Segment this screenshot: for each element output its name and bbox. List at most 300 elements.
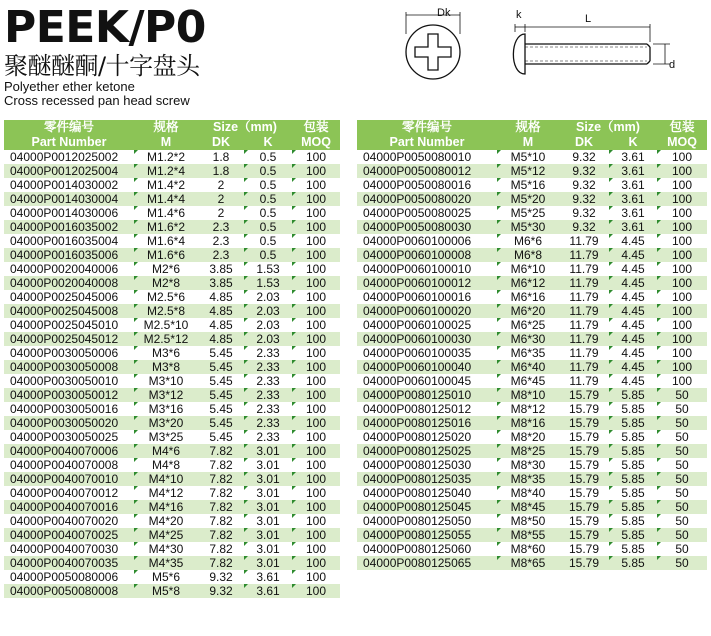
part-number-cell: 04000P0080125055	[357, 528, 497, 542]
moq-cell: 100	[292, 164, 340, 178]
table-row	[357, 472, 707, 486]
table-row	[357, 542, 707, 556]
k-cell: 4.45	[609, 374, 657, 388]
dk-cell: 7.82	[198, 444, 244, 458]
dk-cell: 1.8	[198, 164, 244, 178]
moq-cell: 100	[292, 500, 340, 514]
moq-cell: 50	[657, 556, 707, 570]
table-row	[357, 262, 707, 276]
k-cell: 3.61	[609, 192, 657, 206]
spec-cell: M2.5*6	[134, 290, 198, 304]
spec-cell: M6*25	[497, 318, 559, 332]
dk-cell: 7.82	[198, 500, 244, 514]
k-cell: 5.85	[609, 458, 657, 472]
part-number-cell: 04000P0040070020	[4, 514, 134, 528]
header-moq: MOQ	[292, 135, 340, 150]
spec-cell: M2.5*10	[134, 318, 198, 332]
k-cell: 3.01	[244, 444, 292, 458]
dk-cell: 4.85	[198, 332, 244, 346]
spec-cell: M3*16	[134, 402, 198, 416]
k-cell: 2.03	[244, 304, 292, 318]
table-row	[4, 290, 340, 304]
moq-cell: 100	[292, 360, 340, 374]
table-row	[357, 346, 707, 360]
spec-cell: M6*12	[497, 276, 559, 290]
part-number-cell: 04000P0080125010	[357, 388, 497, 402]
k-cell: 3.61	[244, 570, 292, 584]
dk-cell: 15.79	[559, 556, 609, 570]
spec-cell: M6*40	[497, 360, 559, 374]
k-cell: 5.85	[609, 444, 657, 458]
header-moq: MOQ	[657, 135, 707, 150]
k-cell: 2.03	[244, 290, 292, 304]
title-chinese: 聚醚醚酮/十字盘头	[4, 52, 200, 80]
part-number-cell: 04000P0060100008	[357, 248, 497, 262]
moq-cell: 100	[657, 346, 707, 360]
moq-cell: 100	[292, 402, 340, 416]
table-row	[4, 262, 340, 276]
moq-cell: 100	[292, 178, 340, 192]
spec-cell: M1.4*6	[134, 206, 198, 220]
table-row	[357, 430, 707, 444]
dk-cell: 15.79	[559, 388, 609, 402]
spec-cell: M5*6	[134, 570, 198, 584]
dk-cell: 15.79	[559, 472, 609, 486]
table-row	[4, 360, 340, 374]
k-cell: 5.85	[609, 388, 657, 402]
dk-cell: 9.32	[559, 164, 609, 178]
screw-side-view	[513, 24, 670, 74]
part-number-cell: 04000P0016035006	[4, 248, 134, 262]
k-cell: 3.01	[244, 472, 292, 486]
k-cell: 3.01	[244, 486, 292, 500]
moq-cell: 50	[657, 486, 707, 500]
header-dk: DK	[198, 135, 244, 150]
spec-cell: M5*16	[497, 178, 559, 192]
table-row	[4, 500, 340, 514]
part-number-cell: 04000P0040070008	[4, 458, 134, 472]
table-row	[357, 402, 707, 416]
spec-cell: M8*20	[497, 430, 559, 444]
spec-cell: M2*6	[134, 262, 198, 276]
spec-cell: M3*6	[134, 346, 198, 360]
moq-cell: 100	[292, 346, 340, 360]
table-row	[357, 486, 707, 500]
part-number-cell: 04000P0014030006	[4, 206, 134, 220]
spec-cell: M5*20	[497, 192, 559, 206]
moq-cell: 100	[657, 290, 707, 304]
k-cell: 4.45	[609, 248, 657, 262]
part-number-cell: 04000P0025045010	[4, 318, 134, 332]
header-m: M	[134, 135, 198, 150]
k-cell: 2.33	[244, 402, 292, 416]
part-number-cell: 04000P0080125060	[357, 542, 497, 556]
part-number-cell: 04000P0060100035	[357, 346, 497, 360]
moq-cell: 100	[657, 192, 707, 206]
dk-cell: 9.32	[559, 178, 609, 192]
spec-cell: M8*60	[497, 542, 559, 556]
spec-cell: M8*12	[497, 402, 559, 416]
k-cell: 4.45	[609, 290, 657, 304]
dk-cell: 5.45	[198, 402, 244, 416]
header-part-cn: 零件编号	[4, 120, 134, 135]
part-number-cell: 04000P0050080010	[357, 150, 497, 164]
spec-cell: M6*16	[497, 290, 559, 304]
spec-cell: M8*50	[497, 514, 559, 528]
part-number-cell: 04000P0020040008	[4, 276, 134, 290]
moq-cell: 100	[292, 192, 340, 206]
k-cell: 2.33	[244, 388, 292, 402]
dk-cell: 15.79	[559, 402, 609, 416]
moq-cell: 100	[657, 304, 707, 318]
k-cell: 3.61	[609, 178, 657, 192]
header-part-cn: 零件编号	[357, 120, 497, 135]
k-cell: 4.45	[609, 332, 657, 346]
d-label: d	[669, 59, 676, 71]
table-row	[4, 150, 340, 164]
part-number-cell: 04000P0014030002	[4, 178, 134, 192]
dk-cell: 11.79	[559, 234, 609, 248]
spec-table-right	[357, 120, 707, 570]
moq-cell: 50	[657, 416, 707, 430]
table-row	[357, 248, 707, 262]
spec-cell: M4*12	[134, 486, 198, 500]
spec-cell: M4*25	[134, 528, 198, 542]
part-number-cell: 04000P0080125035	[357, 472, 497, 486]
dk-cell: 15.79	[559, 458, 609, 472]
part-number-cell: 04000P0080125012	[357, 402, 497, 416]
dk-cell: 5.45	[198, 430, 244, 444]
dk-cell: 9.32	[198, 584, 244, 598]
k-cell: 0.5	[244, 164, 292, 178]
part-number-cell: 04000P0016035004	[4, 234, 134, 248]
table-row	[4, 248, 340, 262]
moq-cell: 100	[657, 276, 707, 290]
part-number-cell: 04000P0040070035	[4, 556, 134, 570]
part-number-cell: 04000P0060100025	[357, 318, 497, 332]
spec-cell: M8*30	[497, 458, 559, 472]
spec-cell: M4*6	[134, 444, 198, 458]
table-row	[357, 150, 707, 164]
dk-cell: 9.32	[559, 220, 609, 234]
k-cell: 3.01	[244, 500, 292, 514]
part-number-cell: 04000P0050080008	[4, 584, 134, 598]
dk-cell: 15.79	[559, 486, 609, 500]
moq-cell: 100	[657, 164, 707, 178]
k-cell: 3.01	[244, 528, 292, 542]
part-number-cell: 04000P0030050010	[4, 374, 134, 388]
dk-cell: 2.3	[198, 220, 244, 234]
dk-cell: 11.79	[559, 346, 609, 360]
table-row	[357, 304, 707, 318]
part-number-cell: 04000P0050080016	[357, 178, 497, 192]
table-row	[4, 472, 340, 486]
moq-cell: 100	[657, 360, 707, 374]
spec-cell: M6*6	[497, 234, 559, 248]
spec-cell: M6*8	[497, 248, 559, 262]
part-number-cell: 04000P0025045008	[4, 304, 134, 318]
k-cell: 4.45	[609, 346, 657, 360]
screw-drawing	[385, 4, 685, 116]
part-number-cell: 04000P0016035002	[4, 220, 134, 234]
dk-cell: 11.79	[559, 360, 609, 374]
k-cell: 5.85	[609, 500, 657, 514]
table-row	[4, 458, 340, 472]
moq-cell: 100	[292, 290, 340, 304]
moq-cell: 100	[657, 374, 707, 388]
spec-cell: M5*12	[497, 164, 559, 178]
header-dk: DK	[559, 135, 609, 150]
moq-cell: 100	[292, 374, 340, 388]
part-number-cell: 04000P0060100006	[357, 234, 497, 248]
k-cell: 4.45	[609, 304, 657, 318]
screw-top-view	[406, 12, 460, 79]
spec-cell: M1.6*2	[134, 220, 198, 234]
table-row	[4, 402, 340, 416]
dk-cell: 15.79	[559, 416, 609, 430]
spec-cell: M4*30	[134, 542, 198, 556]
moq-cell: 100	[292, 444, 340, 458]
moq-cell: 100	[292, 318, 340, 332]
dk-cell: 7.82	[198, 528, 244, 542]
part-number-cell: 04000P0030050025	[4, 430, 134, 444]
table-row	[357, 360, 707, 374]
table-row	[357, 206, 707, 220]
k-cell: 5.85	[609, 556, 657, 570]
dk-cell: 15.79	[559, 528, 609, 542]
moq-cell: 100	[657, 332, 707, 346]
moq-cell: 100	[292, 248, 340, 262]
part-number-cell: 04000P0040070030	[4, 542, 134, 556]
spec-cell: M8*10	[497, 388, 559, 402]
spec-cell: M5*10	[497, 150, 559, 164]
dk-cell: 7.82	[198, 514, 244, 528]
k-cell: 5.85	[609, 514, 657, 528]
part-number-cell: 04000P0080125030	[357, 458, 497, 472]
k-cell: 0.5	[244, 234, 292, 248]
table-row	[4, 346, 340, 360]
k-cell: 3.01	[244, 542, 292, 556]
header-spec-cn: 规格	[497, 120, 559, 135]
moq-cell: 100	[292, 528, 340, 542]
part-number-cell: 04000P0060100030	[357, 332, 497, 346]
spec-cell: M6*20	[497, 304, 559, 318]
part-number-cell: 04000P0060100040	[357, 360, 497, 374]
k-cell: 2.33	[244, 360, 292, 374]
moq-cell: 100	[657, 206, 707, 220]
header-part-number: Part Number	[357, 135, 497, 150]
header-k: K	[244, 135, 292, 150]
k-cell: 5.85	[609, 402, 657, 416]
spec-cell: M8*16	[497, 416, 559, 430]
k-cell: 5.85	[609, 430, 657, 444]
moq-cell: 100	[292, 304, 340, 318]
k-cell: 0.5	[244, 248, 292, 262]
part-number-cell: 04000P0060100010	[357, 262, 497, 276]
dk-cell: 11.79	[559, 304, 609, 318]
dk-cell: 11.79	[559, 290, 609, 304]
table-row	[4, 430, 340, 444]
part-number-cell: 04000P0030050016	[4, 402, 134, 416]
k-cell: 3.01	[244, 514, 292, 528]
moq-cell: 50	[657, 430, 707, 444]
k-cell: 0.5	[244, 150, 292, 164]
dk-cell: 15.79	[559, 430, 609, 444]
table-row	[357, 318, 707, 332]
moq-cell: 100	[292, 206, 340, 220]
title-english-line1: Polyether ether ketone	[4, 79, 135, 94]
moq-cell: 100	[292, 150, 340, 164]
dk-cell: 7.82	[198, 472, 244, 486]
part-number-cell: 04000P0012025004	[4, 164, 134, 178]
title-english-line2: Cross recessed pan head screw	[4, 93, 190, 108]
k-cell: 2.33	[244, 374, 292, 388]
k-cell: 3.01	[244, 458, 292, 472]
table-row	[4, 276, 340, 290]
table-row	[4, 318, 340, 332]
dk-cell: 4.85	[198, 318, 244, 332]
k-cell: 2.33	[244, 416, 292, 430]
dk-cell: 2	[198, 192, 244, 206]
header-k: K	[609, 135, 657, 150]
moq-cell: 100	[292, 332, 340, 346]
part-number-cell: 04000P0040070025	[4, 528, 134, 542]
spec-cell: M3*25	[134, 430, 198, 444]
moq-cell: 100	[292, 584, 340, 598]
k-cell: 2.03	[244, 318, 292, 332]
k-cell: 0.5	[244, 178, 292, 192]
k-label: k	[516, 9, 522, 21]
k-cell: 3.61	[244, 584, 292, 598]
k-cell: 4.45	[609, 360, 657, 374]
moq-cell: 100	[292, 430, 340, 444]
moq-cell: 100	[292, 472, 340, 486]
part-number-cell: 04000P0030050012	[4, 388, 134, 402]
moq-cell: 100	[292, 220, 340, 234]
k-cell: 4.45	[609, 276, 657, 290]
k-cell: 3.61	[609, 206, 657, 220]
part-number-cell: 04000P0080125065	[357, 556, 497, 570]
part-number-cell: 04000P0080125016	[357, 416, 497, 430]
spec-cell: M3*10	[134, 374, 198, 388]
k-cell: 5.85	[609, 416, 657, 430]
spec-cell: M3*12	[134, 388, 198, 402]
table-row	[4, 388, 340, 402]
k-cell: 0.5	[244, 206, 292, 220]
moq-cell: 100	[657, 234, 707, 248]
l-label: L	[585, 13, 592, 25]
table-row	[357, 234, 707, 248]
dk-cell: 11.79	[559, 332, 609, 346]
spec-cell: M3*20	[134, 416, 198, 430]
k-cell: 3.61	[609, 150, 657, 164]
moq-cell: 50	[657, 388, 707, 402]
spec-cell: M1.2*2	[134, 150, 198, 164]
dk-cell: 11.79	[559, 248, 609, 262]
moq-cell: 100	[292, 514, 340, 528]
dk-cell: 15.79	[559, 542, 609, 556]
moq-cell: 100	[292, 542, 340, 556]
table-row	[4, 220, 340, 234]
table-row	[357, 374, 707, 388]
table-row	[4, 584, 340, 598]
k-cell: 3.61	[609, 164, 657, 178]
spec-cell: M8*35	[497, 472, 559, 486]
spec-cell: M1.4*4	[134, 192, 198, 206]
dk-cell: 9.32	[198, 570, 244, 584]
dk-cell: 7.82	[198, 556, 244, 570]
spec-cell: M4*16	[134, 500, 198, 514]
moq-cell: 50	[657, 500, 707, 514]
moq-cell: 100	[292, 458, 340, 472]
moq-cell: 100	[292, 486, 340, 500]
part-number-cell: 04000P0050080025	[357, 206, 497, 220]
table-row	[4, 374, 340, 388]
dk-cell: 4.85	[198, 290, 244, 304]
table-row	[4, 332, 340, 346]
dk-cell: 9.32	[559, 206, 609, 220]
moq-cell: 100	[292, 276, 340, 290]
header-size: Size（mm)	[559, 120, 657, 135]
k-cell: 2.33	[244, 346, 292, 360]
part-number-cell: 04000P0040070016	[4, 500, 134, 514]
moq-cell: 100	[292, 262, 340, 276]
moq-cell: 100	[292, 556, 340, 570]
dk-cell: 9.32	[559, 150, 609, 164]
part-number-cell: 04000P0080125040	[357, 486, 497, 500]
spec-cell: M5*30	[497, 220, 559, 234]
dk-cell: 5.45	[198, 416, 244, 430]
dk-cell: 7.82	[198, 542, 244, 556]
spec-cell: M1.2*4	[134, 164, 198, 178]
table-row	[4, 542, 340, 556]
part-number-cell: 04000P0030050020	[4, 416, 134, 430]
part-number-cell: 04000P0025045006	[4, 290, 134, 304]
table-row	[4, 486, 340, 500]
part-number-cell: 04000P0040070006	[4, 444, 134, 458]
spec-cell: M6*35	[497, 346, 559, 360]
table-row	[4, 416, 340, 430]
moq-cell: 100	[657, 150, 707, 164]
header-size: Size（mm)	[198, 120, 292, 135]
spec-cell: M2.5*12	[134, 332, 198, 346]
moq-cell: 100	[292, 234, 340, 248]
k-cell: 5.85	[609, 472, 657, 486]
k-cell: 5.85	[609, 528, 657, 542]
table-row	[357, 528, 707, 542]
spec-cell: M1.6*6	[134, 248, 198, 262]
spec-cell: M1.4*2	[134, 178, 198, 192]
table-row	[4, 178, 340, 192]
dk-cell: 11.79	[559, 262, 609, 276]
table-row	[357, 220, 707, 234]
moq-cell: 100	[657, 178, 707, 192]
spec-cell: M5*25	[497, 206, 559, 220]
table-row	[357, 290, 707, 304]
moq-cell: 50	[657, 402, 707, 416]
dk-cell: 9.32	[559, 192, 609, 206]
dk-cell: 3.85	[198, 262, 244, 276]
dk-cell: 4.85	[198, 304, 244, 318]
dk-cell: 2	[198, 206, 244, 220]
moq-cell: 100	[292, 388, 340, 402]
spec-cell: M2.5*8	[134, 304, 198, 318]
table-row	[357, 388, 707, 402]
k-cell: 2.03	[244, 332, 292, 346]
moq-cell: 100	[657, 262, 707, 276]
dk-cell: 11.79	[559, 318, 609, 332]
k-cell: 0.5	[244, 220, 292, 234]
